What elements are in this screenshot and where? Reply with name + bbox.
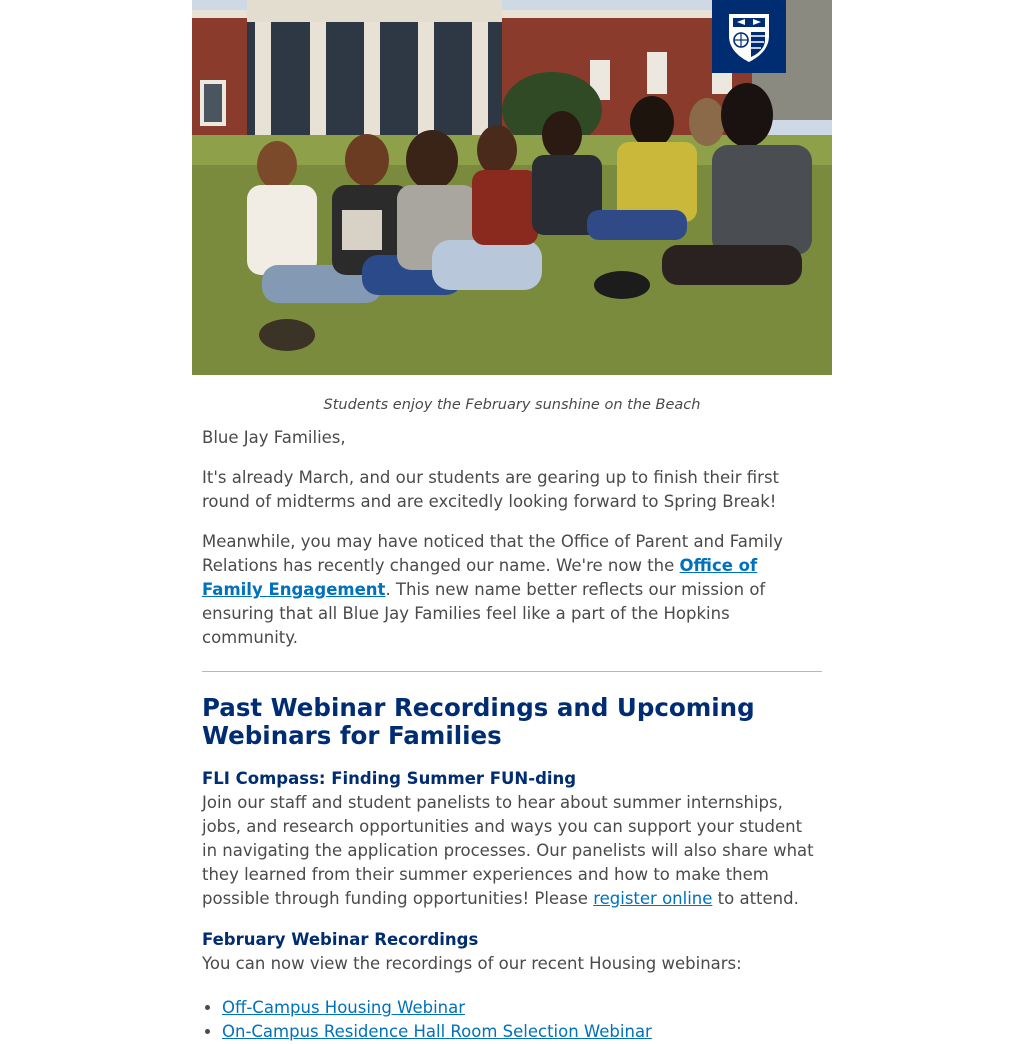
paragraph-name-change-text-after: . This new name better reflects our mission of ensuring that all Blue Jay Families feel like a part of the Hopkins community. xyxy=(202,580,766,647)
email-content xyxy=(192,0,832,1044)
february-recordings-title: February Webinar Recordings xyxy=(202,930,479,949)
hero-photo xyxy=(192,0,832,375)
fli-compass-text-before: Join our staff and student panelists to hear about summer internships, jobs, and research opportunities and ways you can support your student in navigating the application processes. Our panelists will also share what they learned from their summer experiences and how to make them possible through funding opportunities! Please xyxy=(202,793,814,908)
list-item xyxy=(222,1020,822,1044)
fli-compass-title: FLI Compass: Finding Summer FUN-ding xyxy=(202,769,577,788)
list-item xyxy=(222,996,822,1020)
webinars-heading: Past Webinar Recordings and Upcoming Webinars for Families xyxy=(202,693,755,750)
office-of-family-engagement-link[interactable]: Office of Family Engagement xyxy=(202,556,758,599)
paragraph-name-change xyxy=(202,530,822,650)
photo-caption: Students enjoy the February sunshine on the Beach xyxy=(323,397,701,413)
section-divider xyxy=(202,671,822,672)
university-shield-icon xyxy=(724,10,774,64)
fli-compass-description xyxy=(202,791,822,911)
greeting: Blue Jay Families, xyxy=(202,428,346,447)
fli-compass-text-after: to attend. xyxy=(712,889,799,908)
on-campus-room-selection-webinar-link[interactable]: On-Campus Residence Hall Room Selection Webinar xyxy=(222,1022,652,1041)
register-online-link[interactable]: register online xyxy=(593,889,713,908)
letter-body xyxy=(192,426,832,1044)
paragraph-name-change-text-before: Meanwhile, you may have noticed that the Office of Parent and Family Relations has recently changed our name. We're now the xyxy=(202,532,783,575)
university-logo[interactable] xyxy=(712,0,786,73)
recordings-list xyxy=(202,996,822,1044)
off-campus-housing-webinar-link[interactable]: Off-Campus Housing Webinar xyxy=(222,998,466,1017)
february-recordings-intro: You can now view the recordings of our recent Housing webinars: xyxy=(202,954,742,973)
paragraph-midterms: It's already March, and our students are gearing up to finish their first round of midterms and are excitedly looking forward to Spring Break! xyxy=(202,468,780,511)
